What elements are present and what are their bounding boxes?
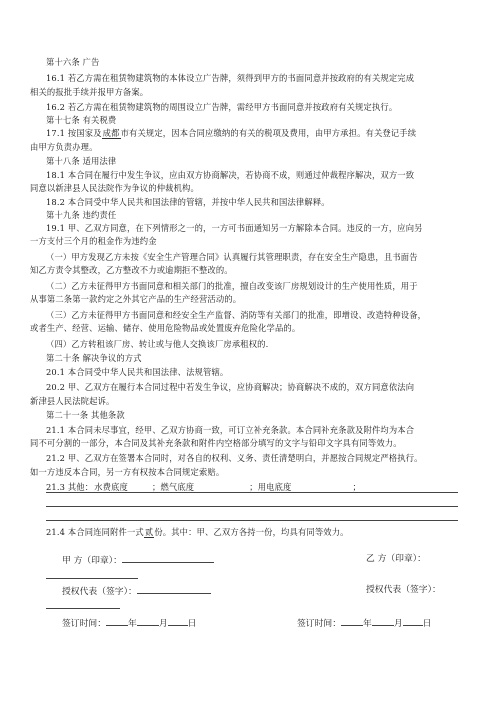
party-a-rep-label: 授权代表（签字）： — [62, 584, 211, 598]
clause-18-2: 18.2 本合同受中华人民共和国法律的管辖，并按中华人民共和国法律解释。 — [46, 197, 330, 207]
copies-fill: 贰 — [144, 527, 154, 537]
party-b-day-field[interactable] — [403, 616, 423, 626]
clause-20-2: 20.2 甲、乙双方在履行本合同过程中若发生争议，应协商解决；协商解决不成的，双方同意依法向 — [46, 382, 415, 392]
clause-17-1: 17.1 按国家及成都市有关规定，因本合同应缴纳的有关的税项及费用，由甲方承担。有关登记手续 — [46, 128, 417, 138]
clause-19-item-1: （一）甲方发现乙方未按《安全生产管理合同》认真履行其管理职责，存在安全生产隐患，且书面告 — [46, 252, 418, 262]
clause-16-1-cont: 相关的报批手续并报甲方备案。 — [30, 87, 149, 97]
clause-21-3-rule — [46, 492, 458, 493]
clause-21-3-blank-line-1 — [46, 506, 458, 507]
clause-20-1: 20.1 本合同受中华人民共和国法律、法规管辖。 — [46, 367, 229, 377]
article-18-heading: 第十八条 适用法律 — [46, 156, 117, 166]
article-19-heading: 第十九条 违约责任 — [46, 210, 117, 220]
clause-19-item-3-cont: 或者生产、经营、运输、储存、使用危险物品或处置废弃危险化学品的。 — [30, 323, 301, 333]
clause-21-3: 21.3 其他：水费底度 ；燃气底度 ；用电底度 ； — [46, 482, 361, 492]
party-b-seal-label: 乙 方（印章）： — [366, 554, 426, 564]
party-b-rep-label: 授权代表（签字）： — [366, 585, 441, 595]
clause-20-2-cont: 新津县人民法院起诉。 — [30, 396, 115, 406]
party-a-year-field[interactable] — [106, 616, 128, 626]
party-a-day-field[interactable] — [168, 616, 188, 626]
clause-21-3-blank-line-2 — [46, 520, 458, 521]
party-b-year-field[interactable] — [341, 616, 363, 626]
clause-17-1-cont: 由甲方负责办理。 — [30, 142, 98, 152]
article-21-heading: 第二十一条 其他条款 — [46, 410, 125, 420]
clause-21-1-cont: 同不可分割的一部分，本合同及其补充条款和附件内空格部分填写的文字与铅印文字具有同等效力。 — [30, 438, 402, 448]
clause-19-item-2-cont: 从事第二条第一款约定之外其它产品的生产经营活动的。 — [30, 294, 242, 304]
clause-16-2: 16.2 若乙方需在租赁物建筑物的周围设立广告牌，需经甲方书面同意并按政府有关规定执行。 — [46, 102, 398, 112]
clause-19-item-1-cont: 知乙方责令其整改，乙方整改不力或逾期拒不整改的。 — [30, 265, 233, 275]
clause-18-1-cont: 同意以新津县人民法院作为争议的仲裁机构。 — [30, 183, 199, 193]
clause-18-1: 18.1 本合同在履行中发生争议，应由双方协商解决，若协商不成，则通过仲裁程序解决，双方一致 — [46, 170, 415, 180]
clause-19-1: 19.1 甲、乙双方同意，在下列情形之一的，一方可书面通知另一方解除本合同。违反的一方，应向另 — [46, 223, 423, 233]
water-reading-field: 水费底度 — [93, 482, 152, 493]
party-a-seal-label: 甲 方（印章）： — [62, 553, 214, 567]
article-16-heading: 第十六条 广告 — [46, 57, 100, 67]
clause-21-1: 21.1 本合同未尽事宜，经甲、乙双方协商一致，可订立补充条款。本合同补充条款及附件均为本合 — [46, 425, 415, 435]
article-17-heading: 第十七条 有关税费 — [46, 115, 117, 125]
party-a-date: 签订时间： 年 月 日 — [62, 616, 196, 630]
clause-19-item-4: （四）乙方转租该厂房、转让或与他人交换该厂房承租权的. — [46, 339, 269, 349]
party-a-month-field[interactable] — [137, 616, 159, 626]
party-a-rep-field[interactable] — [137, 584, 211, 594]
clause-19-item-2: （二）乙方未征得甲方书面同意和相关部门的批准，擅自改变该厂房规划设计的生产使用性质，用于 — [46, 281, 418, 291]
party-b-date: 签订时间： 年 月 日 — [297, 616, 431, 630]
party-b-month-field[interactable] — [372, 616, 394, 626]
party-a-seal-field-cont[interactable] — [46, 578, 138, 579]
clause-19-1-cont: 一方支付三个月的租金作为违约金 — [30, 236, 157, 246]
party-a-seal-field[interactable] — [122, 553, 214, 563]
clause-21-2-cont: 如一方违反本合同，另一方有权按本合同规定索赔。 — [30, 467, 225, 477]
clause-16-1: 16.1 若乙方需在租赁物建筑物的本体设立广告牌，须得到甲方的书面同意并按政府的有关规定完成 — [46, 73, 415, 83]
article-20-heading: 第二十条 解决争议的方式 — [46, 353, 142, 363]
clause-19-item-3: （三）乙方未征得甲方书面同意和经安全生产监督、消防等有关部门的批准，即增设、改造特种设备， — [46, 310, 427, 320]
party-b-rep-field-cont[interactable] — [46, 608, 120, 609]
clause-21-4: 21.4 本合同连同附件一式贰份。其中：甲、乙双方各持一份，均具有同等效力。 — [46, 527, 349, 537]
clause-21-2: 21.2 甲、乙双方在签署本合同时，对各自的权利、义务、责任清楚明白，并愿按合同规定严格执行。 — [46, 453, 423, 463]
city-fill: 成都 — [102, 128, 120, 138]
